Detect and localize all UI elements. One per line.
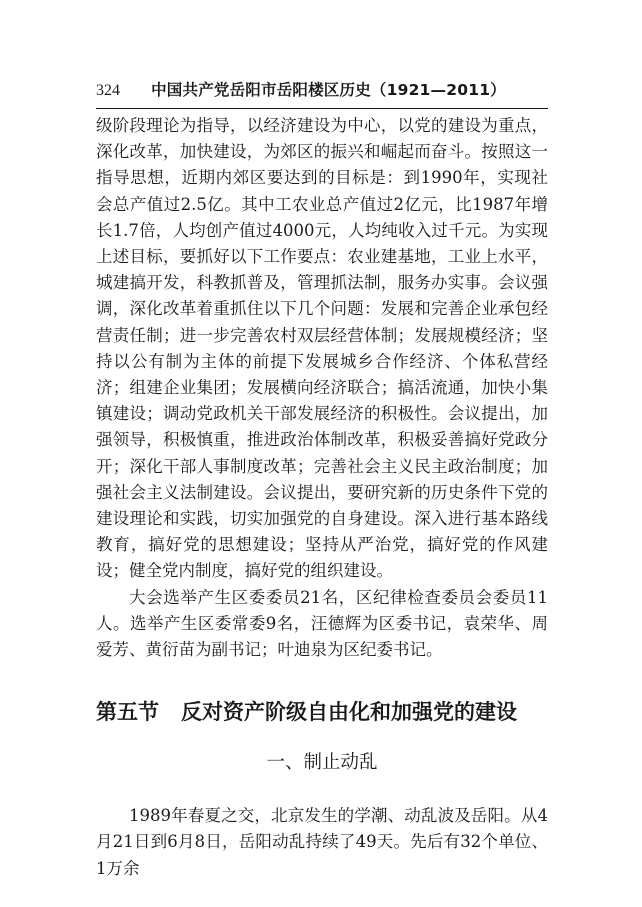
page-body bbox=[96, 113, 548, 882]
body-paragraph: 大会选举产生区委委员21名，区纪律检查委员会委员11人。选举产生区委常委9名，汪德辉为区委书记，袁荣华、周爱芳、黄衍苗为副书记；叶迪泉为区纪委书记。 bbox=[96, 587, 548, 660]
body-paragraph: 1989年春夏之交，北京发生的学潮、动乱波及岳阳。从4月21日到6月8日，岳阳动乱持续了49天。先后有32个单位、1万余 bbox=[96, 806, 548, 878]
subsection-heading: 一、制止动乱 bbox=[266, 752, 378, 774]
section-number: 第五节 bbox=[96, 700, 159, 725]
page-header bbox=[96, 76, 548, 109]
page-number: 324 bbox=[96, 82, 120, 99]
section-title: 反对资产阶级自由化和加强党的建设 bbox=[181, 700, 517, 725]
section-heading bbox=[96, 697, 548, 727]
body-paragraph: 级阶段理论为指导，以经济建设为中心，以党的建设为重点，深化改革，加快建设，为郊区的振兴和崛起而奋斗。按照这一指导思想，近期内郊区要达到的目标是：到1990年，实现社会总产值过2.5亿。其中工农业总产值过2亿元，比1987年增长1.7倍，人均创产值过4000元，人均纯收入过千元。为实现上述目标，要抓好以下工作要点：农业建基地，工业上水平，城建搞开发，科教抓普及，管理抓法制，服务办实事。会议强调，深化改革着重抓住以下几个问题：发展和完善企业承包经营责任制；进一步完善农村双层经营体制；发展规模经济；坚持以公有制为主体的前提下发展城乡合作经济、个体私营经济；组建企业集团；发展横向经济联合；搞活流通，加快小集镇建设；调动党政机关干部发展经济的积极性。会议提出，加强领导，积极慎重，推进政治体制改革，积极妥善搞好党政分开；深化干部人事制度改革；完善社会主义民主政治制度；加强社会主义法制建设。会议提出，要研究新的历史条件下党的建设理论和实践，切实加强党的自身建设。深入进行基本路线教育，搞好党的思想建设；坚持从严治党，搞好党的作风建设；健全党内制度，搞好党的组织建设。 bbox=[96, 116, 548, 581]
book-title: 中国共产党岳阳市岳阳楼区历史（1921—2011） bbox=[151, 81, 506, 99]
